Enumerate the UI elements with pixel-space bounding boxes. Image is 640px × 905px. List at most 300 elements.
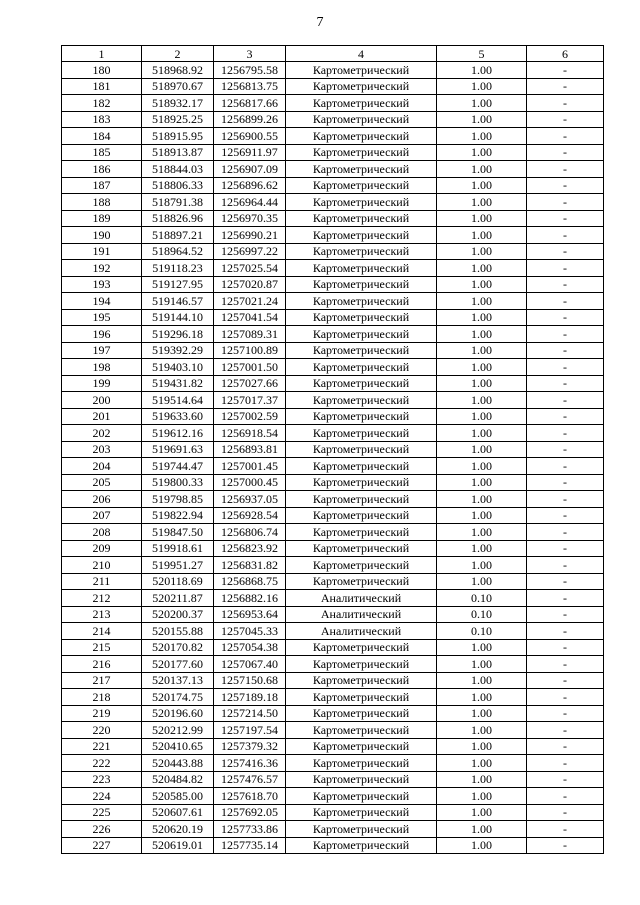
x-coordinate-cell: 520155.88 bbox=[142, 623, 214, 640]
y-coordinate-cell: 1257733.86 bbox=[214, 821, 286, 838]
y-coordinate-cell: 1256970.35 bbox=[214, 210, 286, 227]
table-row bbox=[62, 144, 604, 161]
y-coordinate-cell: 1257214.50 bbox=[214, 705, 286, 722]
accuracy-cell: 1.00 bbox=[437, 821, 527, 838]
point-number-cell: 210 bbox=[62, 557, 142, 574]
accuracy-cell: 1.00 bbox=[437, 458, 527, 475]
y-coordinate-cell: 1256817.66 bbox=[214, 95, 286, 112]
table-row bbox=[62, 62, 604, 79]
description-cell: - bbox=[527, 738, 604, 755]
point-number-cell: 216 bbox=[62, 656, 142, 673]
column-header-2: 2 bbox=[142, 46, 214, 62]
point-number-cell: 199 bbox=[62, 375, 142, 392]
accuracy-cell: 1.00 bbox=[437, 359, 527, 376]
accuracy-cell: 1.00 bbox=[437, 293, 527, 310]
y-coordinate-cell: 1256911.97 bbox=[214, 144, 286, 161]
description-cell: - bbox=[527, 755, 604, 772]
method-cell: Картометрический bbox=[286, 837, 437, 854]
accuracy-cell: 1.00 bbox=[437, 95, 527, 112]
point-number-cell: 188 bbox=[62, 194, 142, 211]
y-coordinate-cell: 1257197.54 bbox=[214, 722, 286, 739]
method-cell: Картометрический bbox=[286, 771, 437, 788]
accuracy-cell: 1.00 bbox=[437, 474, 527, 491]
description-cell: - bbox=[527, 441, 604, 458]
x-coordinate-cell: 520137.13 bbox=[142, 672, 214, 689]
y-coordinate-cell: 1257025.54 bbox=[214, 260, 286, 277]
point-number-cell: 223 bbox=[62, 771, 142, 788]
point-number-cell: 202 bbox=[62, 425, 142, 442]
table-row bbox=[62, 95, 604, 112]
table-header-row bbox=[62, 46, 604, 62]
point-number-cell: 196 bbox=[62, 326, 142, 343]
method-cell: Картометрический bbox=[286, 408, 437, 425]
x-coordinate-cell: 520619.01 bbox=[142, 837, 214, 854]
accuracy-cell: 1.00 bbox=[437, 276, 527, 293]
x-coordinate-cell: 518968.92 bbox=[142, 62, 214, 79]
accuracy-cell: 1.00 bbox=[437, 227, 527, 244]
point-number-cell: 197 bbox=[62, 342, 142, 359]
table-row bbox=[62, 111, 604, 128]
point-number-cell: 217 bbox=[62, 672, 142, 689]
accuracy-cell: 1.00 bbox=[437, 755, 527, 772]
method-cell: Картометрический bbox=[286, 293, 437, 310]
point-number-cell: 195 bbox=[62, 309, 142, 326]
table-row bbox=[62, 293, 604, 310]
table-row bbox=[62, 672, 604, 689]
description-cell: - bbox=[527, 491, 604, 508]
y-coordinate-cell: 1256899.26 bbox=[214, 111, 286, 128]
description-cell: - bbox=[527, 177, 604, 194]
method-cell: Картометрический bbox=[286, 227, 437, 244]
method-cell: Картометрический bbox=[286, 243, 437, 260]
x-coordinate-cell: 519403.10 bbox=[142, 359, 214, 376]
table-row bbox=[62, 474, 604, 491]
table-row bbox=[62, 738, 604, 755]
y-coordinate-cell: 1256896.62 bbox=[214, 177, 286, 194]
method-cell: Картометрический bbox=[286, 524, 437, 541]
x-coordinate-cell: 518970.67 bbox=[142, 78, 214, 95]
y-coordinate-cell: 1257027.66 bbox=[214, 375, 286, 392]
y-coordinate-cell: 1257476.57 bbox=[214, 771, 286, 788]
table-row bbox=[62, 837, 604, 854]
accuracy-cell: 1.00 bbox=[437, 260, 527, 277]
point-number-cell: 183 bbox=[62, 111, 142, 128]
x-coordinate-cell: 520177.60 bbox=[142, 656, 214, 673]
accuracy-cell: 1.00 bbox=[437, 309, 527, 326]
point-number-cell: 194 bbox=[62, 293, 142, 310]
x-coordinate-cell: 519431.82 bbox=[142, 375, 214, 392]
x-coordinate-cell: 519118.23 bbox=[142, 260, 214, 277]
description-cell: - bbox=[527, 260, 604, 277]
table-row bbox=[62, 408, 604, 425]
point-number-cell: 224 bbox=[62, 788, 142, 805]
point-number-cell: 203 bbox=[62, 441, 142, 458]
method-cell: Картометрический bbox=[286, 128, 437, 145]
x-coordinate-cell: 519800.33 bbox=[142, 474, 214, 491]
y-coordinate-cell: 1256918.54 bbox=[214, 425, 286, 442]
method-cell: Картометрический bbox=[286, 639, 437, 656]
y-coordinate-cell: 1257379.32 bbox=[214, 738, 286, 755]
accuracy-cell: 1.00 bbox=[437, 788, 527, 805]
page-number: 7 bbox=[316, 15, 324, 30]
description-cell: - bbox=[527, 821, 604, 838]
description-cell: - bbox=[527, 95, 604, 112]
description-cell: - bbox=[527, 62, 604, 79]
x-coordinate-cell: 518897.21 bbox=[142, 227, 214, 244]
x-coordinate-cell: 519633.60 bbox=[142, 408, 214, 425]
x-coordinate-cell: 519798.85 bbox=[142, 491, 214, 508]
table-row bbox=[62, 161, 604, 178]
y-coordinate-cell: 1256813.75 bbox=[214, 78, 286, 95]
accuracy-cell: 1.00 bbox=[437, 507, 527, 524]
point-number-cell: 220 bbox=[62, 722, 142, 739]
point-number-cell: 180 bbox=[62, 62, 142, 79]
x-coordinate-cell: 519612.16 bbox=[142, 425, 214, 442]
table-row bbox=[62, 441, 604, 458]
method-cell: Картометрический bbox=[286, 507, 437, 524]
x-coordinate-cell: 520484.82 bbox=[142, 771, 214, 788]
accuracy-cell: 1.00 bbox=[437, 375, 527, 392]
table-row bbox=[62, 540, 604, 557]
accuracy-cell: 0.10 bbox=[437, 623, 527, 640]
y-coordinate-cell: 1256806.74 bbox=[214, 524, 286, 541]
description-cell: - bbox=[527, 408, 604, 425]
x-coordinate-cell: 520174.75 bbox=[142, 689, 214, 706]
x-coordinate-cell: 519951.27 bbox=[142, 557, 214, 574]
x-coordinate-cell: 520211.87 bbox=[142, 590, 214, 607]
x-coordinate-cell: 519918.61 bbox=[142, 540, 214, 557]
y-coordinate-cell: 1257416.36 bbox=[214, 755, 286, 772]
point-number-cell: 207 bbox=[62, 507, 142, 524]
table-row bbox=[62, 309, 604, 326]
accuracy-cell: 1.00 bbox=[437, 161, 527, 178]
x-coordinate-cell: 519744.47 bbox=[142, 458, 214, 475]
accuracy-cell: 1.00 bbox=[437, 128, 527, 145]
x-coordinate-cell: 520196.60 bbox=[142, 705, 214, 722]
x-coordinate-cell: 520170.82 bbox=[142, 639, 214, 656]
x-coordinate-cell: 518806.33 bbox=[142, 177, 214, 194]
y-coordinate-cell: 1256823.92 bbox=[214, 540, 286, 557]
method-cell: Картометрический bbox=[286, 804, 437, 821]
x-coordinate-cell: 519296.18 bbox=[142, 326, 214, 343]
description-cell: - bbox=[527, 375, 604, 392]
description-cell: - bbox=[527, 722, 604, 739]
point-number-cell: 186 bbox=[62, 161, 142, 178]
description-cell: - bbox=[527, 392, 604, 409]
description-cell: - bbox=[527, 590, 604, 607]
description-cell: - bbox=[527, 771, 604, 788]
y-coordinate-cell: 1257150.68 bbox=[214, 672, 286, 689]
description-cell: - bbox=[527, 194, 604, 211]
y-coordinate-cell: 1256907.09 bbox=[214, 161, 286, 178]
description-cell: - bbox=[527, 573, 604, 590]
table-row bbox=[62, 128, 604, 145]
y-coordinate-cell: 1257089.31 bbox=[214, 326, 286, 343]
method-cell: Картометрический bbox=[286, 458, 437, 475]
x-coordinate-cell: 519691.63 bbox=[142, 441, 214, 458]
description-cell: - bbox=[527, 78, 604, 95]
method-cell: Картометрический bbox=[286, 177, 437, 194]
accuracy-cell: 1.00 bbox=[437, 639, 527, 656]
method-cell: Картометрический bbox=[286, 375, 437, 392]
point-number-cell: 215 bbox=[62, 639, 142, 656]
x-coordinate-cell: 519822.94 bbox=[142, 507, 214, 524]
description-cell: - bbox=[527, 639, 604, 656]
table-row bbox=[62, 771, 604, 788]
x-coordinate-cell: 519144.10 bbox=[142, 309, 214, 326]
x-coordinate-cell: 519392.29 bbox=[142, 342, 214, 359]
description-cell: - bbox=[527, 623, 604, 640]
table-row bbox=[62, 557, 604, 574]
column-header-3: 3 bbox=[214, 46, 286, 62]
accuracy-cell: 1.00 bbox=[437, 722, 527, 739]
method-cell: Картометрический bbox=[286, 821, 437, 838]
point-number-cell: 200 bbox=[62, 392, 142, 409]
x-coordinate-cell: 519514.64 bbox=[142, 392, 214, 409]
y-coordinate-cell: 1257735.14 bbox=[214, 837, 286, 854]
method-cell: Картометрический bbox=[286, 95, 437, 112]
y-coordinate-cell: 1256937.05 bbox=[214, 491, 286, 508]
method-cell: Картометрический bbox=[286, 276, 437, 293]
y-coordinate-cell: 1257189.18 bbox=[214, 689, 286, 706]
method-cell: Картометрический bbox=[286, 738, 437, 755]
accuracy-cell: 1.00 bbox=[437, 342, 527, 359]
x-coordinate-cell: 518826.96 bbox=[142, 210, 214, 227]
table-row bbox=[62, 177, 604, 194]
y-coordinate-cell: 1256868.75 bbox=[214, 573, 286, 590]
x-coordinate-cell: 518915.95 bbox=[142, 128, 214, 145]
accuracy-cell: 1.00 bbox=[437, 524, 527, 541]
point-number-cell: 214 bbox=[62, 623, 142, 640]
y-coordinate-cell: 1256997.22 bbox=[214, 243, 286, 260]
y-coordinate-cell: 1256900.55 bbox=[214, 128, 286, 145]
method-cell: Аналитический bbox=[286, 623, 437, 640]
point-number-cell: 189 bbox=[62, 210, 142, 227]
x-coordinate-cell: 518913.87 bbox=[142, 144, 214, 161]
x-coordinate-cell: 518925.25 bbox=[142, 111, 214, 128]
accuracy-cell: 0.10 bbox=[437, 606, 527, 623]
description-cell: - bbox=[527, 144, 604, 161]
accuracy-cell: 1.00 bbox=[437, 557, 527, 574]
method-cell: Аналитический bbox=[286, 590, 437, 607]
description-cell: - bbox=[527, 458, 604, 475]
table-row bbox=[62, 276, 604, 293]
method-cell: Картометрический bbox=[286, 656, 437, 673]
point-number-cell: 219 bbox=[62, 705, 142, 722]
y-coordinate-cell: 1257017.37 bbox=[214, 392, 286, 409]
x-coordinate-cell: 520410.65 bbox=[142, 738, 214, 755]
point-number-cell: 225 bbox=[62, 804, 142, 821]
y-coordinate-cell: 1257002.59 bbox=[214, 408, 286, 425]
method-cell: Картометрический bbox=[286, 722, 437, 739]
method-cell: Картометрический bbox=[286, 672, 437, 689]
point-number-cell: 190 bbox=[62, 227, 142, 244]
table-row bbox=[62, 507, 604, 524]
column-header-1: 1 bbox=[62, 46, 142, 62]
y-coordinate-cell: 1257054.38 bbox=[214, 639, 286, 656]
description-cell: - bbox=[527, 161, 604, 178]
description-cell: - bbox=[527, 128, 604, 145]
description-cell: - bbox=[527, 342, 604, 359]
point-number-cell: 204 bbox=[62, 458, 142, 475]
x-coordinate-cell: 520443.88 bbox=[142, 755, 214, 772]
point-number-cell: 191 bbox=[62, 243, 142, 260]
column-header-6: 6 bbox=[527, 46, 604, 62]
table-row bbox=[62, 227, 604, 244]
y-coordinate-cell: 1257020.87 bbox=[214, 276, 286, 293]
table-row bbox=[62, 458, 604, 475]
x-coordinate-cell: 520585.00 bbox=[142, 788, 214, 805]
y-coordinate-cell: 1257001.50 bbox=[214, 359, 286, 376]
x-coordinate-cell: 520200.37 bbox=[142, 606, 214, 623]
accuracy-cell: 1.00 bbox=[437, 837, 527, 854]
table-row bbox=[62, 243, 604, 260]
table-row bbox=[62, 392, 604, 409]
x-coordinate-cell: 518932.17 bbox=[142, 95, 214, 112]
point-number-cell: 213 bbox=[62, 606, 142, 623]
accuracy-cell: 1.00 bbox=[437, 738, 527, 755]
point-number-cell: 218 bbox=[62, 689, 142, 706]
y-coordinate-cell: 1257001.45 bbox=[214, 458, 286, 475]
method-cell: Картометрический bbox=[286, 260, 437, 277]
x-coordinate-cell: 520212.99 bbox=[142, 722, 214, 739]
table-row bbox=[62, 524, 604, 541]
accuracy-cell: 1.00 bbox=[437, 243, 527, 260]
accuracy-cell: 1.00 bbox=[437, 771, 527, 788]
method-cell: Картометрический bbox=[286, 755, 437, 772]
description-cell: - bbox=[527, 524, 604, 541]
y-coordinate-cell: 1257045.33 bbox=[214, 623, 286, 640]
description-cell: - bbox=[527, 804, 604, 821]
table-row bbox=[62, 590, 604, 607]
description-cell: - bbox=[527, 507, 604, 524]
accuracy-cell: 1.00 bbox=[437, 425, 527, 442]
point-number-cell: 187 bbox=[62, 177, 142, 194]
description-cell: - bbox=[527, 111, 604, 128]
table-row bbox=[62, 705, 604, 722]
accuracy-cell: 1.00 bbox=[437, 326, 527, 343]
point-number-cell: 182 bbox=[62, 95, 142, 112]
table-row bbox=[62, 359, 604, 376]
accuracy-cell: 1.00 bbox=[437, 392, 527, 409]
x-coordinate-cell: 519847.50 bbox=[142, 524, 214, 541]
accuracy-cell: 1.00 bbox=[437, 441, 527, 458]
method-cell: Картометрический bbox=[286, 425, 437, 442]
method-cell: Картометрический bbox=[286, 326, 437, 343]
table-row bbox=[62, 804, 604, 821]
accuracy-cell: 1.00 bbox=[437, 62, 527, 79]
accuracy-cell: 1.00 bbox=[437, 656, 527, 673]
table-row bbox=[62, 656, 604, 673]
x-coordinate-cell: 518791.38 bbox=[142, 194, 214, 211]
table-row bbox=[62, 821, 604, 838]
table-row bbox=[62, 606, 604, 623]
y-coordinate-cell: 1257021.24 bbox=[214, 293, 286, 310]
x-coordinate-cell: 520620.19 bbox=[142, 821, 214, 838]
method-cell: Картометрический bbox=[286, 161, 437, 178]
table-row bbox=[62, 755, 604, 772]
x-coordinate-cell: 520118.69 bbox=[142, 573, 214, 590]
accuracy-cell: 1.00 bbox=[437, 804, 527, 821]
description-cell: - bbox=[527, 210, 604, 227]
point-number-cell: 193 bbox=[62, 276, 142, 293]
accuracy-cell: 1.00 bbox=[437, 491, 527, 508]
method-cell: Картометрический bbox=[286, 441, 437, 458]
y-coordinate-cell: 1257100.89 bbox=[214, 342, 286, 359]
point-number-cell: 209 bbox=[62, 540, 142, 557]
description-cell: - bbox=[527, 837, 604, 854]
point-number-cell: 206 bbox=[62, 491, 142, 508]
method-cell: Картометрический bbox=[286, 359, 437, 376]
table-header bbox=[62, 46, 604, 62]
table-row bbox=[62, 210, 604, 227]
table-body bbox=[62, 62, 604, 854]
method-cell: Картометрический bbox=[286, 144, 437, 161]
accuracy-cell: 1.00 bbox=[437, 689, 527, 706]
description-cell: - bbox=[527, 326, 604, 343]
column-header-4: 4 bbox=[286, 46, 437, 62]
y-coordinate-cell: 1256953.64 bbox=[214, 606, 286, 623]
y-coordinate-cell: 1256893.81 bbox=[214, 441, 286, 458]
description-cell: - bbox=[527, 227, 604, 244]
method-cell: Картометрический bbox=[286, 573, 437, 590]
point-number-cell: 181 bbox=[62, 78, 142, 95]
method-cell: Аналитический bbox=[286, 606, 437, 623]
description-cell: - bbox=[527, 672, 604, 689]
description-cell: - bbox=[527, 309, 604, 326]
accuracy-cell: 1.00 bbox=[437, 672, 527, 689]
table-row bbox=[62, 623, 604, 640]
coordinates-table bbox=[61, 45, 604, 854]
y-coordinate-cell: 1256795.58 bbox=[214, 62, 286, 79]
point-number-cell: 221 bbox=[62, 738, 142, 755]
description-cell: - bbox=[527, 293, 604, 310]
y-coordinate-cell: 1256882.16 bbox=[214, 590, 286, 607]
point-number-cell: 227 bbox=[62, 837, 142, 854]
table-row bbox=[62, 639, 604, 656]
description-cell: - bbox=[527, 689, 604, 706]
accuracy-cell: 1.00 bbox=[437, 111, 527, 128]
table-row bbox=[62, 491, 604, 508]
method-cell: Картометрический bbox=[286, 309, 437, 326]
accuracy-cell: 1.00 bbox=[437, 194, 527, 211]
table-row bbox=[62, 573, 604, 590]
table-row bbox=[62, 425, 604, 442]
point-number-cell: 205 bbox=[62, 474, 142, 491]
point-number-cell: 222 bbox=[62, 755, 142, 772]
method-cell: Картометрический bbox=[286, 342, 437, 359]
table-row bbox=[62, 194, 604, 211]
method-cell: Картометрический bbox=[286, 111, 437, 128]
description-cell: - bbox=[527, 557, 604, 574]
method-cell: Картометрический bbox=[286, 705, 437, 722]
y-coordinate-cell: 1256964.44 bbox=[214, 194, 286, 211]
point-number-cell: 184 bbox=[62, 128, 142, 145]
point-number-cell: 208 bbox=[62, 524, 142, 541]
x-coordinate-cell: 520607.61 bbox=[142, 804, 214, 821]
x-coordinate-cell: 519146.57 bbox=[142, 293, 214, 310]
y-coordinate-cell: 1256831.82 bbox=[214, 557, 286, 574]
description-cell: - bbox=[527, 705, 604, 722]
point-number-cell: 211 bbox=[62, 573, 142, 590]
method-cell: Картометрический bbox=[286, 788, 437, 805]
method-cell: Картометрический bbox=[286, 474, 437, 491]
point-number-cell: 185 bbox=[62, 144, 142, 161]
accuracy-cell: 1.00 bbox=[437, 408, 527, 425]
method-cell: Картометрический bbox=[286, 392, 437, 409]
method-cell: Картометрический bbox=[286, 210, 437, 227]
accuracy-cell: 1.00 bbox=[437, 540, 527, 557]
